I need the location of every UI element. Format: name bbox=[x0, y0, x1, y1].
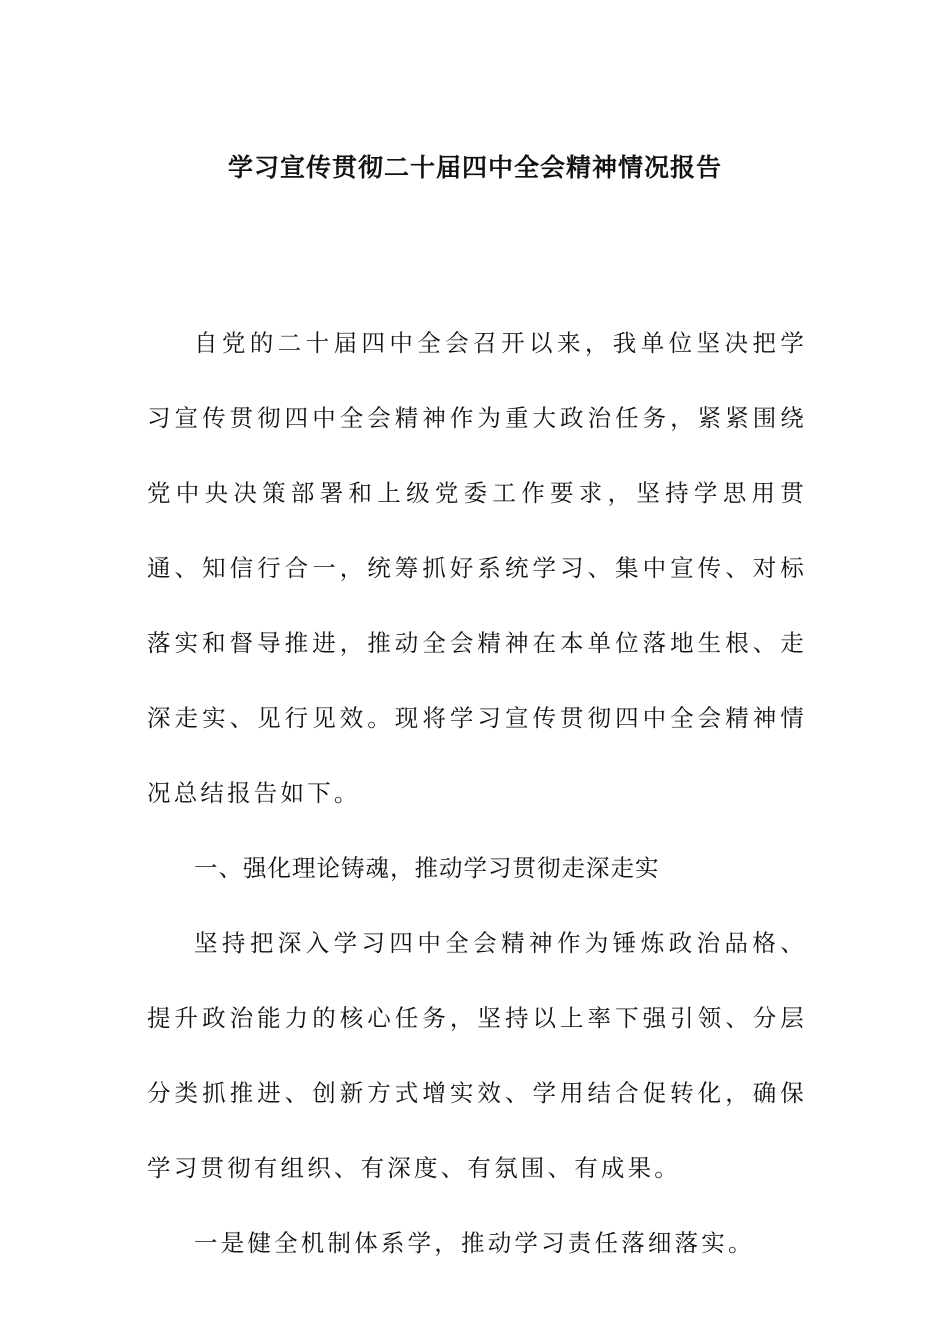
section-paragraph: 坚持把深入学习四中全会精神作为锤炼政治品格、提升政治能力的核心任务，坚持以上率下强引领、分层分类抓推进、创新方式增实效、学用结合促转化，确保学习贯彻有组织、有深度、有氛围、有成果。 bbox=[147, 929, 807, 1182]
sub-point-paragraph: 一是健全机制体系学，推动学习责任落细落实。 bbox=[194, 1229, 755, 1257]
document-body bbox=[147, 306, 807, 1281]
section-heading: 一、强化理论铸魂，推动学习贯彻走深走实 bbox=[194, 854, 660, 882]
intro-paragraph: 自党的二十届四中全会召开以来，我单位坚决把学习宣传贯彻四中全会精神作为重大政治任务，紧紧围绕党中央决策部署和上级党委工作要求，坚持学思用贯通、知信行合一，统筹抓好系统学习、集中宣传、对标落实和督导推进，推动全会精神在本单位落地生根、走深走实、见行见效。现将学习宣传贯彻四中全会精神情况总结报告如下。 bbox=[147, 329, 807, 807]
document-title: 学习宣传贯彻二十届四中全会精神情况报告 bbox=[227, 153, 722, 182]
